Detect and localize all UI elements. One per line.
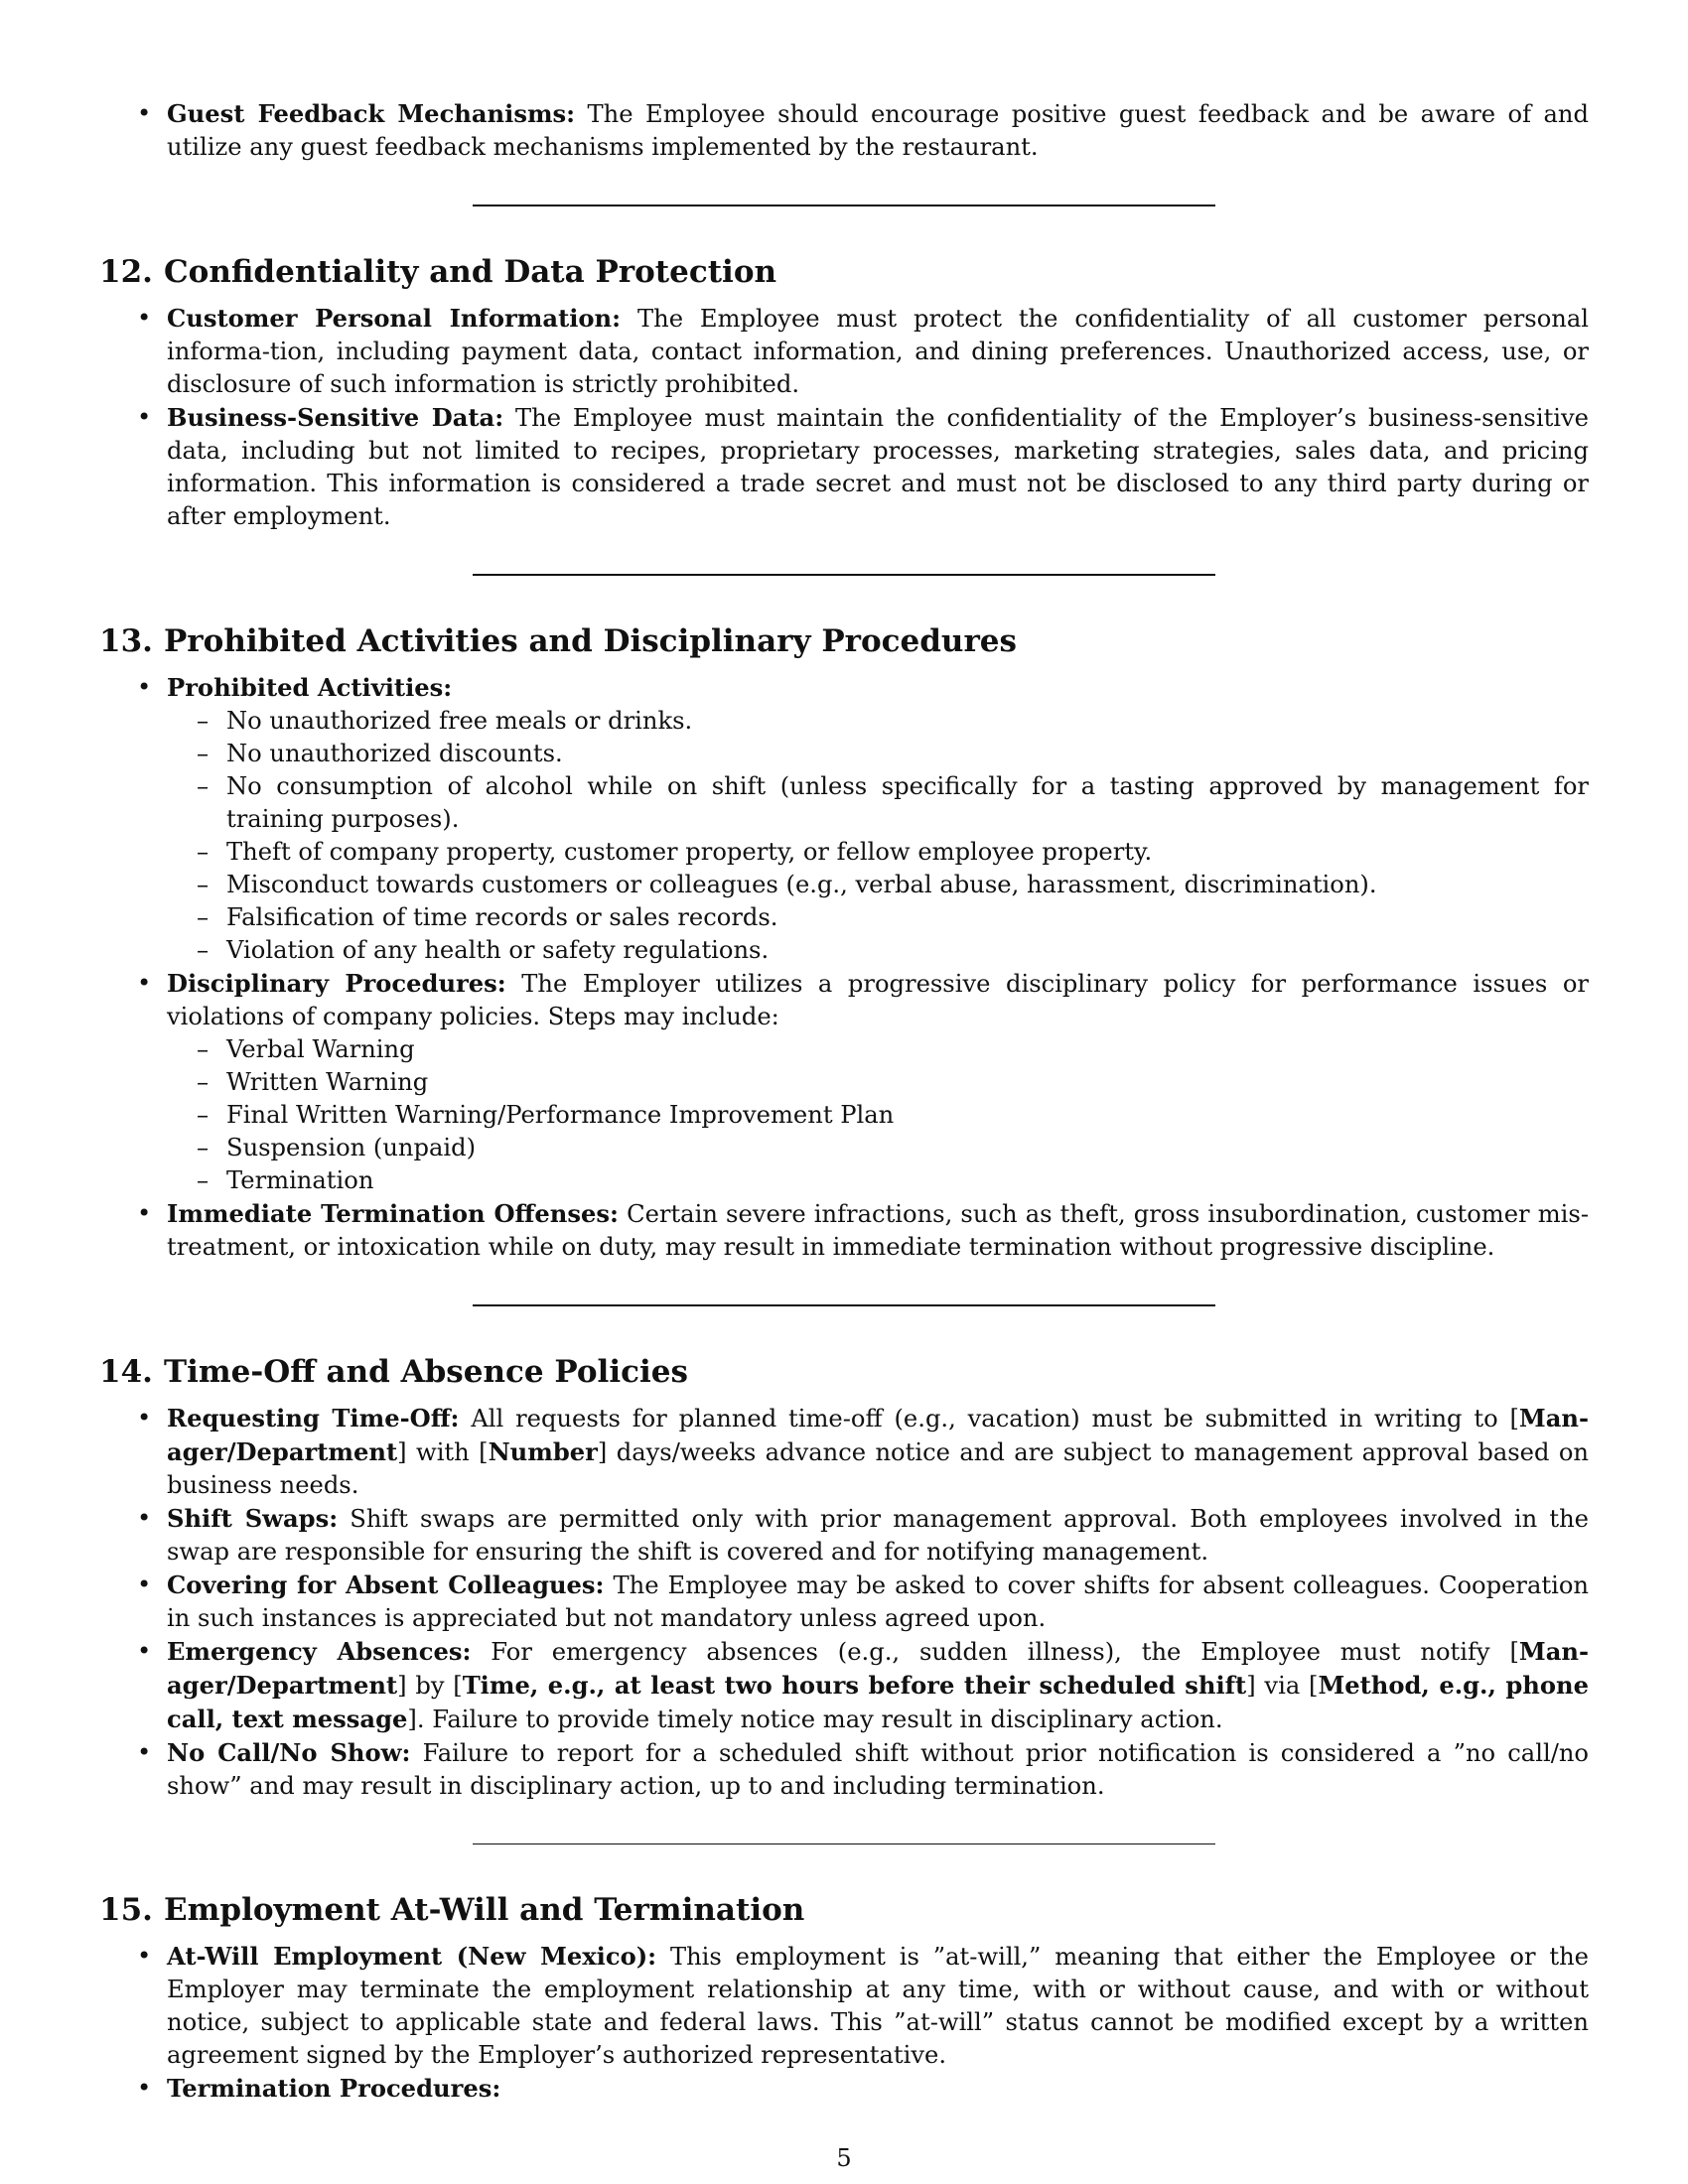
prohibited-activities-list xyxy=(167,705,1589,967)
bullet-termination-procedures xyxy=(99,2072,1589,2106)
bullet-text: The Employee may be asked to cover shifts for absent colleagues. Cooperation in such instances is appreciated but not mandatory unless agreed upon. xyxy=(167,1571,1589,1632)
bullet-text: Certain severe infractions, such as theft, gross insubordination, customer mis-treatment, or intoxication while on duty, may result in immediate termination without progressive discipline. xyxy=(167,1200,1589,1261)
list-item-text: Misconduct towards customers or colleagues (e.g., verbal abuse, harassment, discrimination). xyxy=(226,871,1377,898)
list-item-text: Final Written Warning/Performance Improvement Plan xyxy=(226,1101,895,1129)
bullet-guest-feedback xyxy=(99,97,1589,164)
bullet-disciplinary-procedures xyxy=(99,967,1589,1197)
bullet-lead: No Call/No Show: xyxy=(167,1738,411,1767)
placeholder-manager-department: Man-ager/Department xyxy=(167,1637,1589,1700)
bullet-customer-personal-information xyxy=(99,302,1589,401)
bullet-requesting-time-off xyxy=(99,1402,1589,1502)
section-number: 14. xyxy=(99,1354,153,1390)
dash-marker: – xyxy=(197,903,210,931)
list-item xyxy=(167,869,1589,901)
bullet-text: ]. Failure to provide timely notice may result in disciplinary action. xyxy=(407,1706,1223,1733)
placeholder-time: Time, e.g., at least two hours before their scheduled shift xyxy=(462,1671,1247,1700)
bullet-dot: • xyxy=(137,1199,152,1227)
bullet-lead: Emergency Absences: xyxy=(167,1637,472,1666)
section-title: Employment At-Will and Termination xyxy=(164,1892,805,1928)
bullet-lead: Immediate Termination Offenses: xyxy=(167,1199,619,1228)
list-item xyxy=(167,1099,1589,1132)
bullet-at-will-employment xyxy=(99,1940,1589,2072)
dash-marker: – xyxy=(197,1134,210,1161)
bullet-covering-absent-colleagues xyxy=(99,1569,1589,1635)
list-item xyxy=(167,934,1589,967)
bullet-text: For emergency absences (e.g., sudden illness), the Employee must notify [ xyxy=(471,1638,1519,1666)
bullet-lead: Prohibited Activities: xyxy=(167,673,453,702)
list-item xyxy=(167,738,1589,770)
list-item xyxy=(167,1033,1589,1066)
dash-marker: – xyxy=(197,1035,210,1063)
list-item-text: Theft of company property, customer property, or fellow employee property. xyxy=(226,838,1153,866)
dash-marker: – xyxy=(197,1068,210,1096)
section-12-heading xyxy=(99,252,1589,292)
list-item-text: No consumption of alcohol while on shift (unless specifically for a tasting approved by management for training purposes). xyxy=(226,772,1589,833)
bullet-text: This employment is ”at-will,” meaning that either the Employee or the Employer may terminate the employment relationship at any time, with or without cause, and with or without notice, subject to applicable state and federal laws. This ”at-will” status cannot be modified except by a written agreement signed by the Employer’s authorized representative. xyxy=(167,1943,1589,2069)
bullet-text: Shift swaps are permitted only with prior management approval. Both employees involved in the swap are responsible for ensuring the shift is covered and for notifying management. xyxy=(167,1505,1589,1566)
list-item-text: No unauthorized discounts. xyxy=(226,740,563,767)
bullet-lead: At-Will Employment (New Mexico): xyxy=(167,1942,657,1971)
dash-marker: – xyxy=(197,1101,210,1129)
bullet-dot: • xyxy=(137,1404,152,1432)
bullet-lead: Business-Sensitive Data: xyxy=(167,403,504,432)
dash-marker: – xyxy=(197,740,210,767)
dash-marker: – xyxy=(197,871,210,898)
list-item-text: Violation of any health or safety regulations. xyxy=(226,936,770,964)
bullet-lead: Covering for Absent Colleagues: xyxy=(167,1570,605,1599)
list-item-text: No unauthorized free meals or drinks. xyxy=(226,707,693,735)
list-item xyxy=(167,770,1589,836)
bullet-shift-swaps xyxy=(99,1502,1589,1569)
bullet-emergency-absences xyxy=(99,1635,1589,1736)
bullet-text: ] by [ xyxy=(397,1672,463,1700)
bullet-dot: • xyxy=(137,1942,152,1970)
list-item-text: Falsification of time records or sales records. xyxy=(226,903,778,931)
placeholder-manager-department: Man-ager/Department xyxy=(167,1404,1589,1466)
bullet-lead: Customer Personal Information: xyxy=(167,304,622,333)
bullet-text: ] via [ xyxy=(1246,1672,1319,1700)
section-title: Time-Off and Absence Policies xyxy=(164,1354,688,1390)
bullet-prohibited-activities xyxy=(99,671,1589,967)
dash-marker: – xyxy=(197,772,210,800)
section-15-heading xyxy=(99,1890,1589,1930)
bullet-lead: Shift Swaps: xyxy=(167,1504,339,1533)
section-title: Prohibited Activities and Disciplinary Procedures xyxy=(164,623,1017,659)
page-number: 5 xyxy=(836,2144,852,2172)
bullet-dot: • xyxy=(137,1504,152,1532)
section-14-heading xyxy=(99,1352,1589,1392)
bullet-dot: • xyxy=(137,673,152,701)
dash-marker: – xyxy=(197,707,210,735)
bullet-text: The Employee must protect the confidentiality of all customer personal informa-tion, including payment data, contact information, and dining preferences. Unauthorized access, use, or disclosure of such information is strictly prohibited. xyxy=(167,305,1589,398)
bullet-immediate-termination-offenses xyxy=(99,1197,1589,1264)
bullet-dot: • xyxy=(137,304,152,332)
bullet-text: The Employer utilizes a progressive disciplinary policy for performance issues or violations of company policies. Steps may include: xyxy=(167,970,1589,1030)
list-item xyxy=(167,1132,1589,1164)
list-item-text: Termination xyxy=(226,1166,374,1194)
section-divider xyxy=(473,1843,1215,1844)
bullet-dot: • xyxy=(137,1738,152,1766)
bullet-dot: • xyxy=(137,1570,152,1598)
section-13-heading xyxy=(99,621,1589,661)
bullet-list xyxy=(99,97,1589,164)
bullet-business-sensitive-data xyxy=(99,401,1589,533)
section-divider xyxy=(473,1304,1215,1306)
section-number: 12. xyxy=(99,254,153,290)
placeholder-number: Number xyxy=(488,1437,598,1466)
bullet-no-call-no-show xyxy=(99,1736,1589,1803)
section-title: Confidentiality and Data Protection xyxy=(164,254,777,290)
list-item-text: Verbal Warning xyxy=(226,1035,415,1063)
bullet-dot: • xyxy=(137,2074,152,2102)
bullet-text: Failure to report for a scheduled shift without prior notification is considered a ”no call/no show” and may result in disciplinary action, up to and including termination. xyxy=(167,1739,1589,1800)
section-number: 15. xyxy=(99,1892,153,1928)
disciplinary-steps-list xyxy=(167,1033,1589,1197)
section-divider xyxy=(473,574,1215,576)
bullet-text: The Employee must maintain the confidentiality of the Employer’s business-sensitive data, including but not limited to recipes, proprietary processes, marketing strategies, sales data, and pricing information. This information is considered a trade secret and must not be disclosed to any third party during or after employment. xyxy=(167,404,1590,530)
section-divider xyxy=(473,205,1215,206)
dash-marker: – xyxy=(197,1166,210,1194)
bullet-dot: • xyxy=(137,969,152,997)
bullet-lead: Disciplinary Procedures: xyxy=(167,969,506,998)
section-15-list xyxy=(99,1940,1589,2106)
list-item xyxy=(167,705,1589,738)
bullet-text: All requests for planned time-off (e.g., vacation) must be submitted in writing to [ xyxy=(459,1405,1519,1433)
list-item xyxy=(167,1164,1589,1197)
bullet-text: The Employee should encourage positive guest feedback and be aware of and utilize any guest feedback mechanisms implemented by the restaurant. xyxy=(167,100,1589,161)
bullet-dot: • xyxy=(137,1637,152,1665)
list-item-text: Suspension (unpaid) xyxy=(226,1134,477,1161)
list-item-text: Written Warning xyxy=(226,1068,429,1096)
section-13-list xyxy=(99,671,1589,1264)
bullet-dot: • xyxy=(137,403,152,431)
bullet-text: ] with [ xyxy=(397,1438,489,1466)
list-item xyxy=(167,901,1589,934)
section-number: 13. xyxy=(99,623,153,659)
bullet-lead: Guest Feedback Mechanisms: xyxy=(167,99,576,128)
bullet-lead: Requesting Time-Off: xyxy=(167,1404,460,1433)
section-14-list xyxy=(99,1402,1589,1803)
bullet-lead: Termination Procedures: xyxy=(167,2074,501,2103)
list-item xyxy=(167,836,1589,869)
bullet-dot: • xyxy=(137,99,152,127)
placeholder-method: Method, e.g., phone call, text message xyxy=(167,1671,1589,1733)
dash-marker: – xyxy=(197,936,210,964)
dash-marker: – xyxy=(197,838,210,866)
page-content xyxy=(99,97,1589,2106)
bullet-text: ] days/weeks advance notice and are subject to management approval based on business needs. xyxy=(167,1438,1589,1499)
list-item xyxy=(167,1066,1589,1099)
section-12-list xyxy=(99,302,1589,533)
